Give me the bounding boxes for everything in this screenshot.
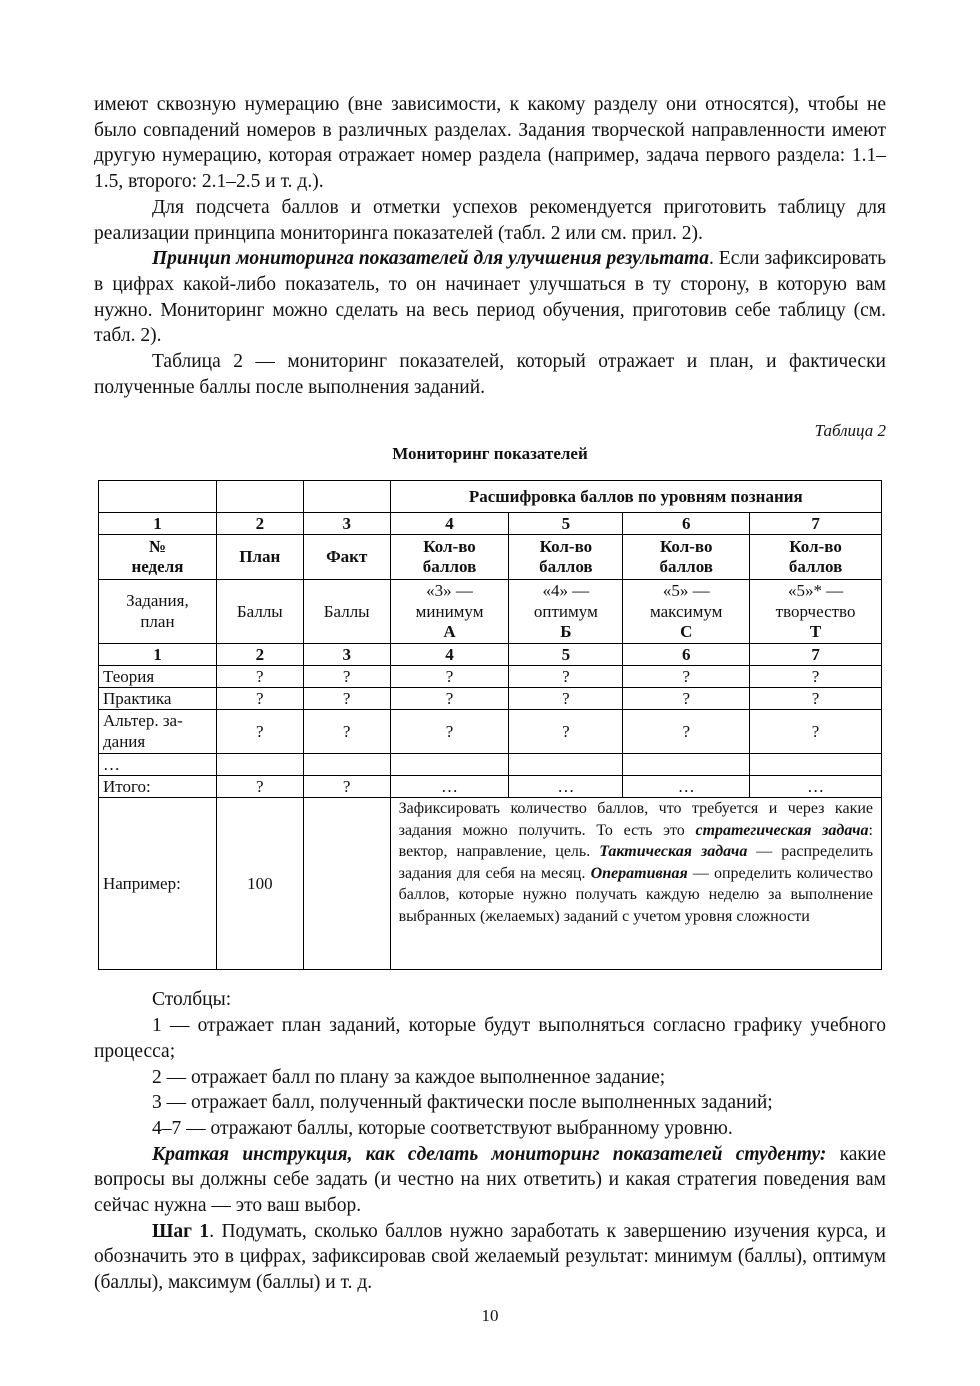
column-description-2: 2 — отражает балл по плану за каждое выполненное задание; xyxy=(152,1066,666,1088)
subheader-tasks: Задания, план xyxy=(99,580,217,644)
table-title: Мониторинг показателей xyxy=(392,444,588,464)
table-number-row: 1 2 3 4 5 6 7 xyxy=(99,644,882,666)
table-row-practice: Практика ? ? ? ? ? ? xyxy=(99,688,882,710)
page-content xyxy=(94,92,886,1296)
table-row-example: Например: 100 Зафиксировать количество баллов, что требуется и через какие задания можно получить. То есть это стратегическая задача: вектор, направление, цель. Тактическая задача — распределить задания для себя на месяц. Оперативная — определить количество баллов, которые нужно получать каждую неделю за выполнение выбранных (желаемых) заданий с учетом уровня сложности xyxy=(99,798,882,970)
paragraph-table-recommendation: Для подсчета баллов и отметки успехов рекомендуется приготовить таблицу для реализации принципа мониторинга показателей (табл. 2 или см. прил. 2). xyxy=(94,196,886,244)
paragraph-instruction: Краткая инструкция, как сделать мониторинг показателей студенту: какие вопросы вы должны себе задать (и честно на них ответить) и какая стратегия поведения вам сейчас нужна — это ваш выбор. xyxy=(94,1143,887,1217)
subheader-plan-points: Баллы xyxy=(216,580,303,644)
columns-title: Столбцы: xyxy=(152,989,232,1011)
level-minimum: «3» — минимум А xyxy=(390,580,509,644)
principle-text: . Если зафиксировать в цифрах какой-либо показатель, то он начинает улучшаться в ту сторону, в которую вам нужно. Мониторинг можно сделать на весь период обучения, приготовив себе таблицу (см. табл. 2). xyxy=(94,248,886,347)
paragraph-intro: имеют сквозную нумерацию (вне зависимости, к какому разделу они относятся), чтобы не было совпадений номеров в различных разделах. Задания творческой направленности имеют другую нумерацию, которая отражает номер раздела (например, задача первого раздела: 1.1–1.5, второго: 2.1–2.5 и т. д.). xyxy=(94,94,886,193)
column-description-1: 1 — отражает план заданий, которые будут выполняться согласно графику учебного процесса; xyxy=(94,1015,886,1062)
paragraph-table-description: Таблица 2 — мониторинг показателей, который отражает и план, и фактически полученные баллы после выполнения заданий. xyxy=(94,351,886,398)
table-row-ellipsis: … xyxy=(99,754,882,776)
level-creativity: «5»* — творчество Т xyxy=(750,580,882,644)
paragraph-principle xyxy=(94,246,886,349)
table-row-alt-tasks: Альтер. за- дания ? ? ? ? ? ? xyxy=(99,710,882,754)
table-row-total: Итого: ? ? … … … … xyxy=(99,776,882,798)
page-number: 10 xyxy=(481,1306,499,1325)
header-fact: Факт xyxy=(303,535,390,580)
example-description: Зафиксировать количество баллов, что требуется и через какие задания можно получить. То есть это стратегическая задача: вектор, направление, цель. Тактическая задача — распределить задания для себя на месяц. Оперативная — определить количество баллов, которые нужно получать каждую неделю за выполнение выбранных (желаемых) заданий с учетом уровня сложности xyxy=(390,798,881,970)
level-maximum: «5» — максимум С xyxy=(623,580,750,644)
subheader-fact-points: Баллы xyxy=(303,580,390,644)
principle-heading: Принцип мониторинга показателей для улучшения результата xyxy=(152,248,709,270)
header-count: Кол-во баллов xyxy=(390,535,509,580)
table-label: Таблица 2 xyxy=(814,421,886,441)
table-subheader-row xyxy=(99,580,882,644)
group-header: Расшифровка баллов по уровням познания xyxy=(390,481,881,513)
header-count: Кол-во баллов xyxy=(509,535,623,580)
header-count: Кол-во баллов xyxy=(750,535,882,580)
column-description-3: 3 — отражает балл, полученный фактически после выполненных заданий; xyxy=(152,1092,773,1114)
table-row-theory: Теория ? ? ? ? ? ? xyxy=(99,666,882,688)
level-optimum: «4» — оптимум Б xyxy=(509,580,623,644)
paragraph-step-1: Шаг 1. Подумать, сколько баллов нужно заработать к завершению изучения курса, и обозначить это в цифрах, зафиксировав свой желаемый результат: минимум (баллы), оптимум (баллы), максимум (баллы) и т. д. xyxy=(94,1220,886,1294)
table-group-header-row xyxy=(99,481,882,513)
table-header-row xyxy=(99,535,882,580)
example-value: 100 xyxy=(216,798,303,970)
column-description-4-7: 4–7 — отражают баллы, которые соответствуют выбранному уровню. xyxy=(152,1117,733,1139)
monitoring-table xyxy=(98,480,882,970)
header-week: № неделя xyxy=(99,535,217,580)
header-count: Кол-во баллов xyxy=(623,535,750,580)
table-number-row: 1 2 3 4 5 6 7 xyxy=(99,513,882,535)
header-plan: План xyxy=(216,535,303,580)
